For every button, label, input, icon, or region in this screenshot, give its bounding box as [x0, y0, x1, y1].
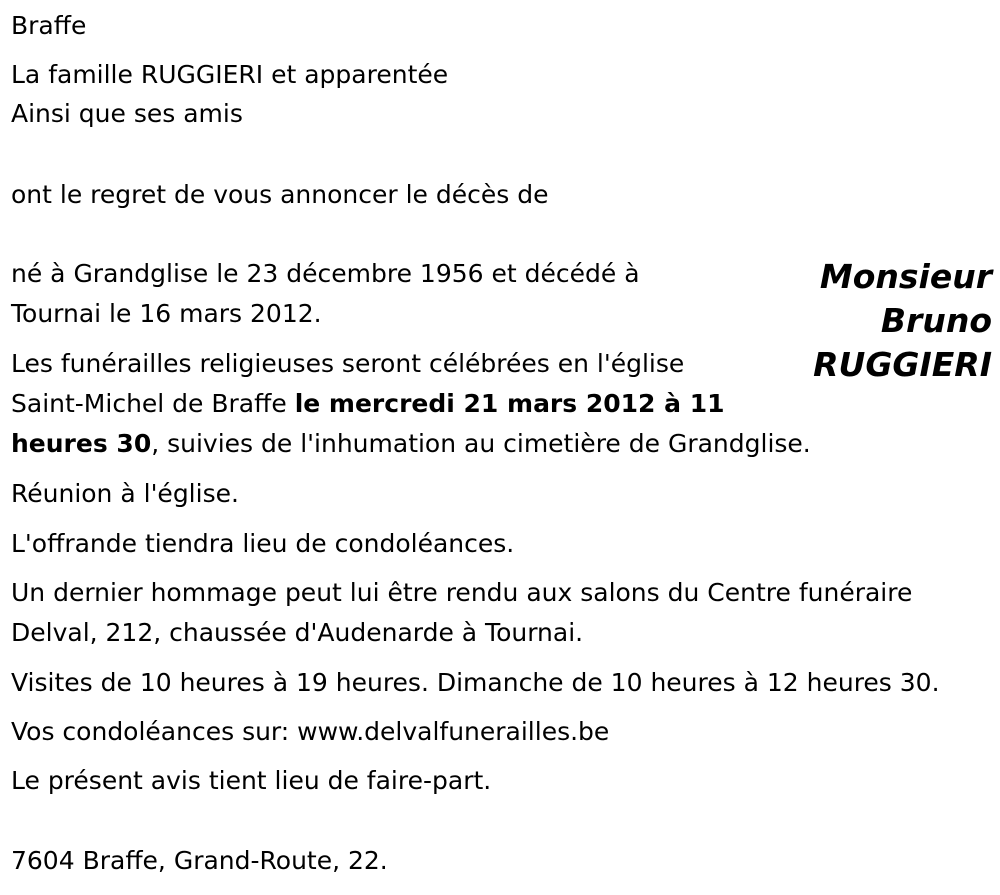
funeral-line-3 — [11, 424, 811, 464]
deceased-title: Monsieur — [819, 257, 992, 296]
funeral-line-1: Les funérailles religieuses seront célébrées en l'église — [11, 349, 685, 378]
deceased-name-block — [752, 255, 992, 387]
visiting-hours: Visites de 10 heures à 19 heures. Dimanche de 10 heures à 12 heures 30. — [11, 668, 940, 697]
funeral-date-bold: le mercredi 21 mars 2012 à 11 — [294, 389, 725, 418]
hommage-line-2: Delval, 212, chaussée d'Audenarde à Tournai. — [11, 618, 584, 647]
deceased-first-name: Bruno — [880, 301, 992, 340]
place-heading: Braffe — [11, 11, 87, 40]
address-text: 7604 Braffe, Grand-Route, 22. — [11, 846, 388, 875]
offrande-text: L'offrande tiendra lieu de condoléances. — [11, 529, 515, 558]
funeral-location-text: Saint-Michel de Braffe — [11, 389, 295, 418]
hommage-line-1: Un dernier hommage peut lui être rendu aux salons du Centre funéraire — [11, 578, 913, 607]
birth-death-line-2: Tournai le 16 mars 2012. — [11, 299, 322, 328]
reunion-text: Réunion à l'église. — [11, 479, 239, 508]
birth-death-line-1: né à Grandglise le 23 décembre 1956 et décédé à — [11, 259, 640, 288]
deceased-last-name: RUGGIERI — [813, 345, 992, 384]
announcement-text: ont le regret de vous annoncer le décès de — [11, 180, 549, 209]
faire-part-text: Le présent avis tient lieu de faire-part. — [11, 766, 492, 795]
funeral-line-2 — [11, 384, 725, 424]
burial-text: , suivies de l'inhumation au cimetière de Grandglise. — [151, 429, 811, 458]
condolences-link-text: Vos condoléances sur: www.delvalfunerailles.be — [11, 717, 610, 746]
family-line-2: Ainsi que ses amis — [11, 99, 243, 128]
family-line-1: La famille RUGGIERI et apparentée — [11, 60, 449, 89]
funeral-time-bold: heures 30 — [11, 429, 152, 458]
